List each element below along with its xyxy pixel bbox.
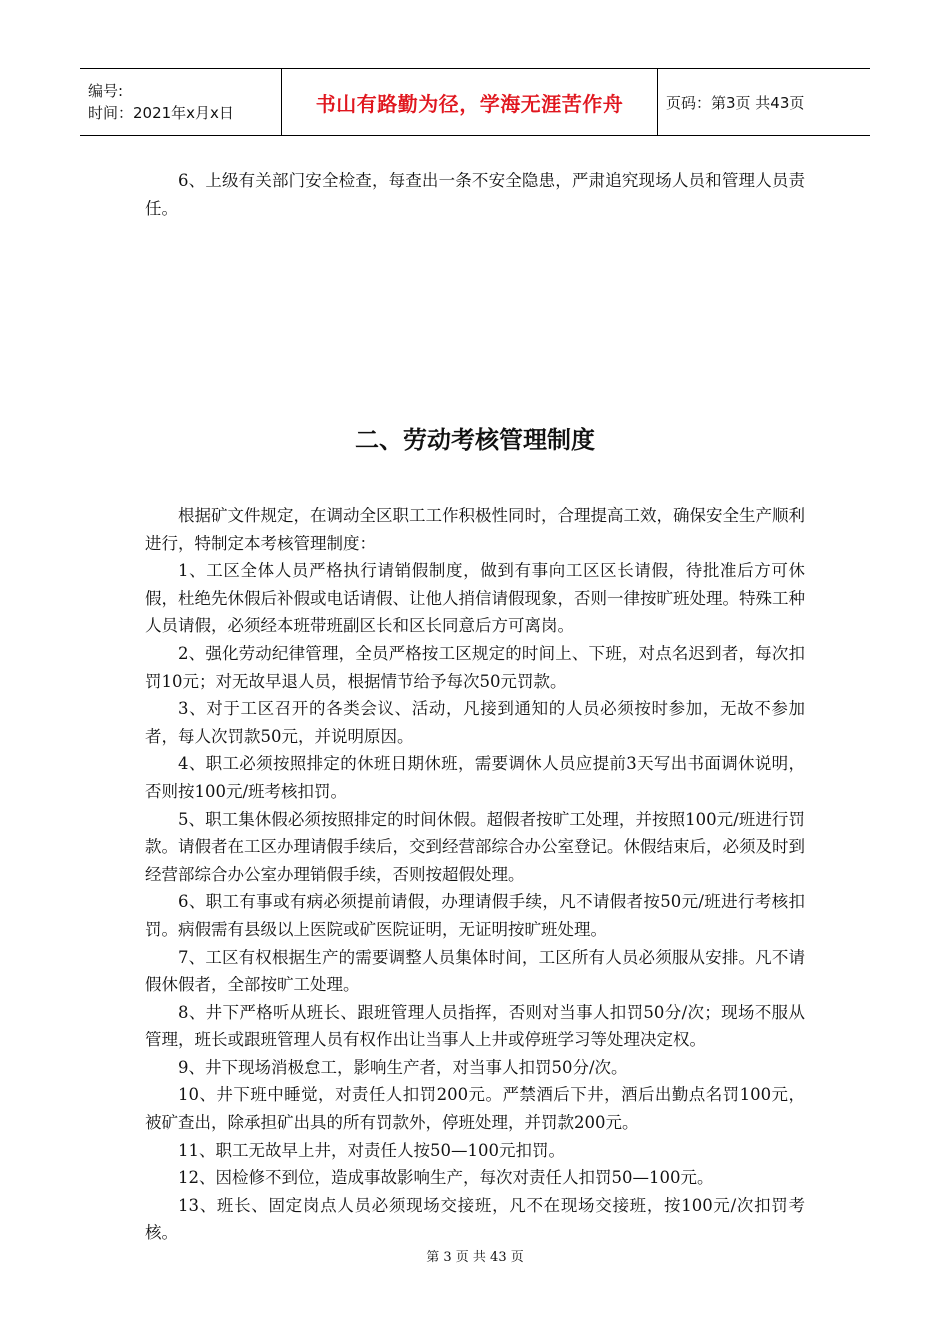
continued-section <box>145 167 805 222</box>
paragraph: 5、职工集休假必须按照排定的时间休假。超假者按旷工处理，并按照100元/班进行罚款。请假者在工区办理请假手续后，交到经营部综合办公室登记。休假结束后，必须及时到经营部综合办公室办理销假手续，否则按超假处理。 <box>145 809 805 884</box>
paragraph: 2、强化劳动纪律管理，全员严格按工区规定的时间上、下班，对点名迟到者，每次扣罚10元；对无故早退人员，根据情节给予每次50元罚款。 <box>145 643 805 691</box>
paragraph: 1、工区全体人员严格执行请销假制度，做到有事向工区区长请假，待批准后方可休假，杜绝先休假后补假或电话请假、让他人捎信请假现象，否则一律按旷班处理。特殊工种人员请假，必须经本班带班副区长和区长同意后方可离岗。 <box>145 561 805 636</box>
paragraph: 3、对于工区召开的各类会议、活动，凡接到通知的人员必须按时参加，无故不参加者，每人次罚款50元，并说明原因。 <box>145 699 805 746</box>
section-title: 二、劳动考核管理制度 <box>355 426 595 454</box>
paragraph: 4、职工必须按照排定的休班日期休班，需要调休人员应提前3天写出书面调休说明，否则按100元/班考核扣罚。 <box>145 754 805 801</box>
doc-code-label: 编号: <box>88 82 124 100</box>
paragraph: 10、井下班中睡觉，对责任人扣罚200元。严禁酒后下井，酒后出勤点名罚100元，被矿查出，除承担矿出具的所有罚款外，停班处理，并罚款200元。 <box>145 1085 805 1133</box>
header-page-info-cell <box>658 69 870 135</box>
header-motto: 书山有路勤为径，学海无涯苦作舟 <box>315 91 624 116</box>
page-header <box>80 68 870 136</box>
paragraph: 12、因检修不到位，造成事故影响生产，每次对责任人扣罚50—100元。 <box>178 1168 714 1188</box>
paragraph: 7、工区有权根据生产的需要调整人员集体时间，工区所有人员必须服从安排。凡不请假休假者，全部按旷工处理。 <box>145 947 805 995</box>
paragraph: 11、职工无故早上井，对责任人按50—100元扣罚。 <box>178 1140 565 1160</box>
header-meta <box>80 69 282 135</box>
paragraph: 6、职工有事或有病必须提前请假，办理请假手续，凡不请假者按50元/班进行考核扣罚。病假需有县级以上医院或矿医院证明，无证明按旷班处理。 <box>145 892 805 939</box>
doc-date-label: 时间：2021年x月x日 <box>88 104 234 122</box>
header-motto-cell <box>282 69 658 135</box>
page-footer: 第 3 页 共 43 页 <box>426 1250 524 1265</box>
paragraph: 9、井下现场消极怠工，影响生产者，对当事人扣罚50分/次。 <box>178 1057 628 1077</box>
section-body <box>145 502 805 1247</box>
paragraph: 8、井下严格听从班长、跟班管理人员指挥，否则对当事人扣罚50分/次；现场不服从管理，班长或跟班管理人员有权作出让当事人上井或停班学习等处理决定权。 <box>145 1002 805 1050</box>
paragraph: 13、班长、固定岗点人员必须现场交接班，凡不在现场交接班，按100元/次扣罚考核。 <box>145 1195 805 1243</box>
paragraph: 6、上级有关部门安全检查，每查出一条不安全隐患，严肃追究现场人员和管理人员责任。 <box>145 171 805 218</box>
header-page-info: 页码：第3页 共43页 <box>666 93 805 112</box>
paragraph: 根据矿文件规定，在调动全区职工工作积极性同时，合理提高工效，确保安全生产顺利进行，特制定本考核管理制度： <box>145 506 805 553</box>
